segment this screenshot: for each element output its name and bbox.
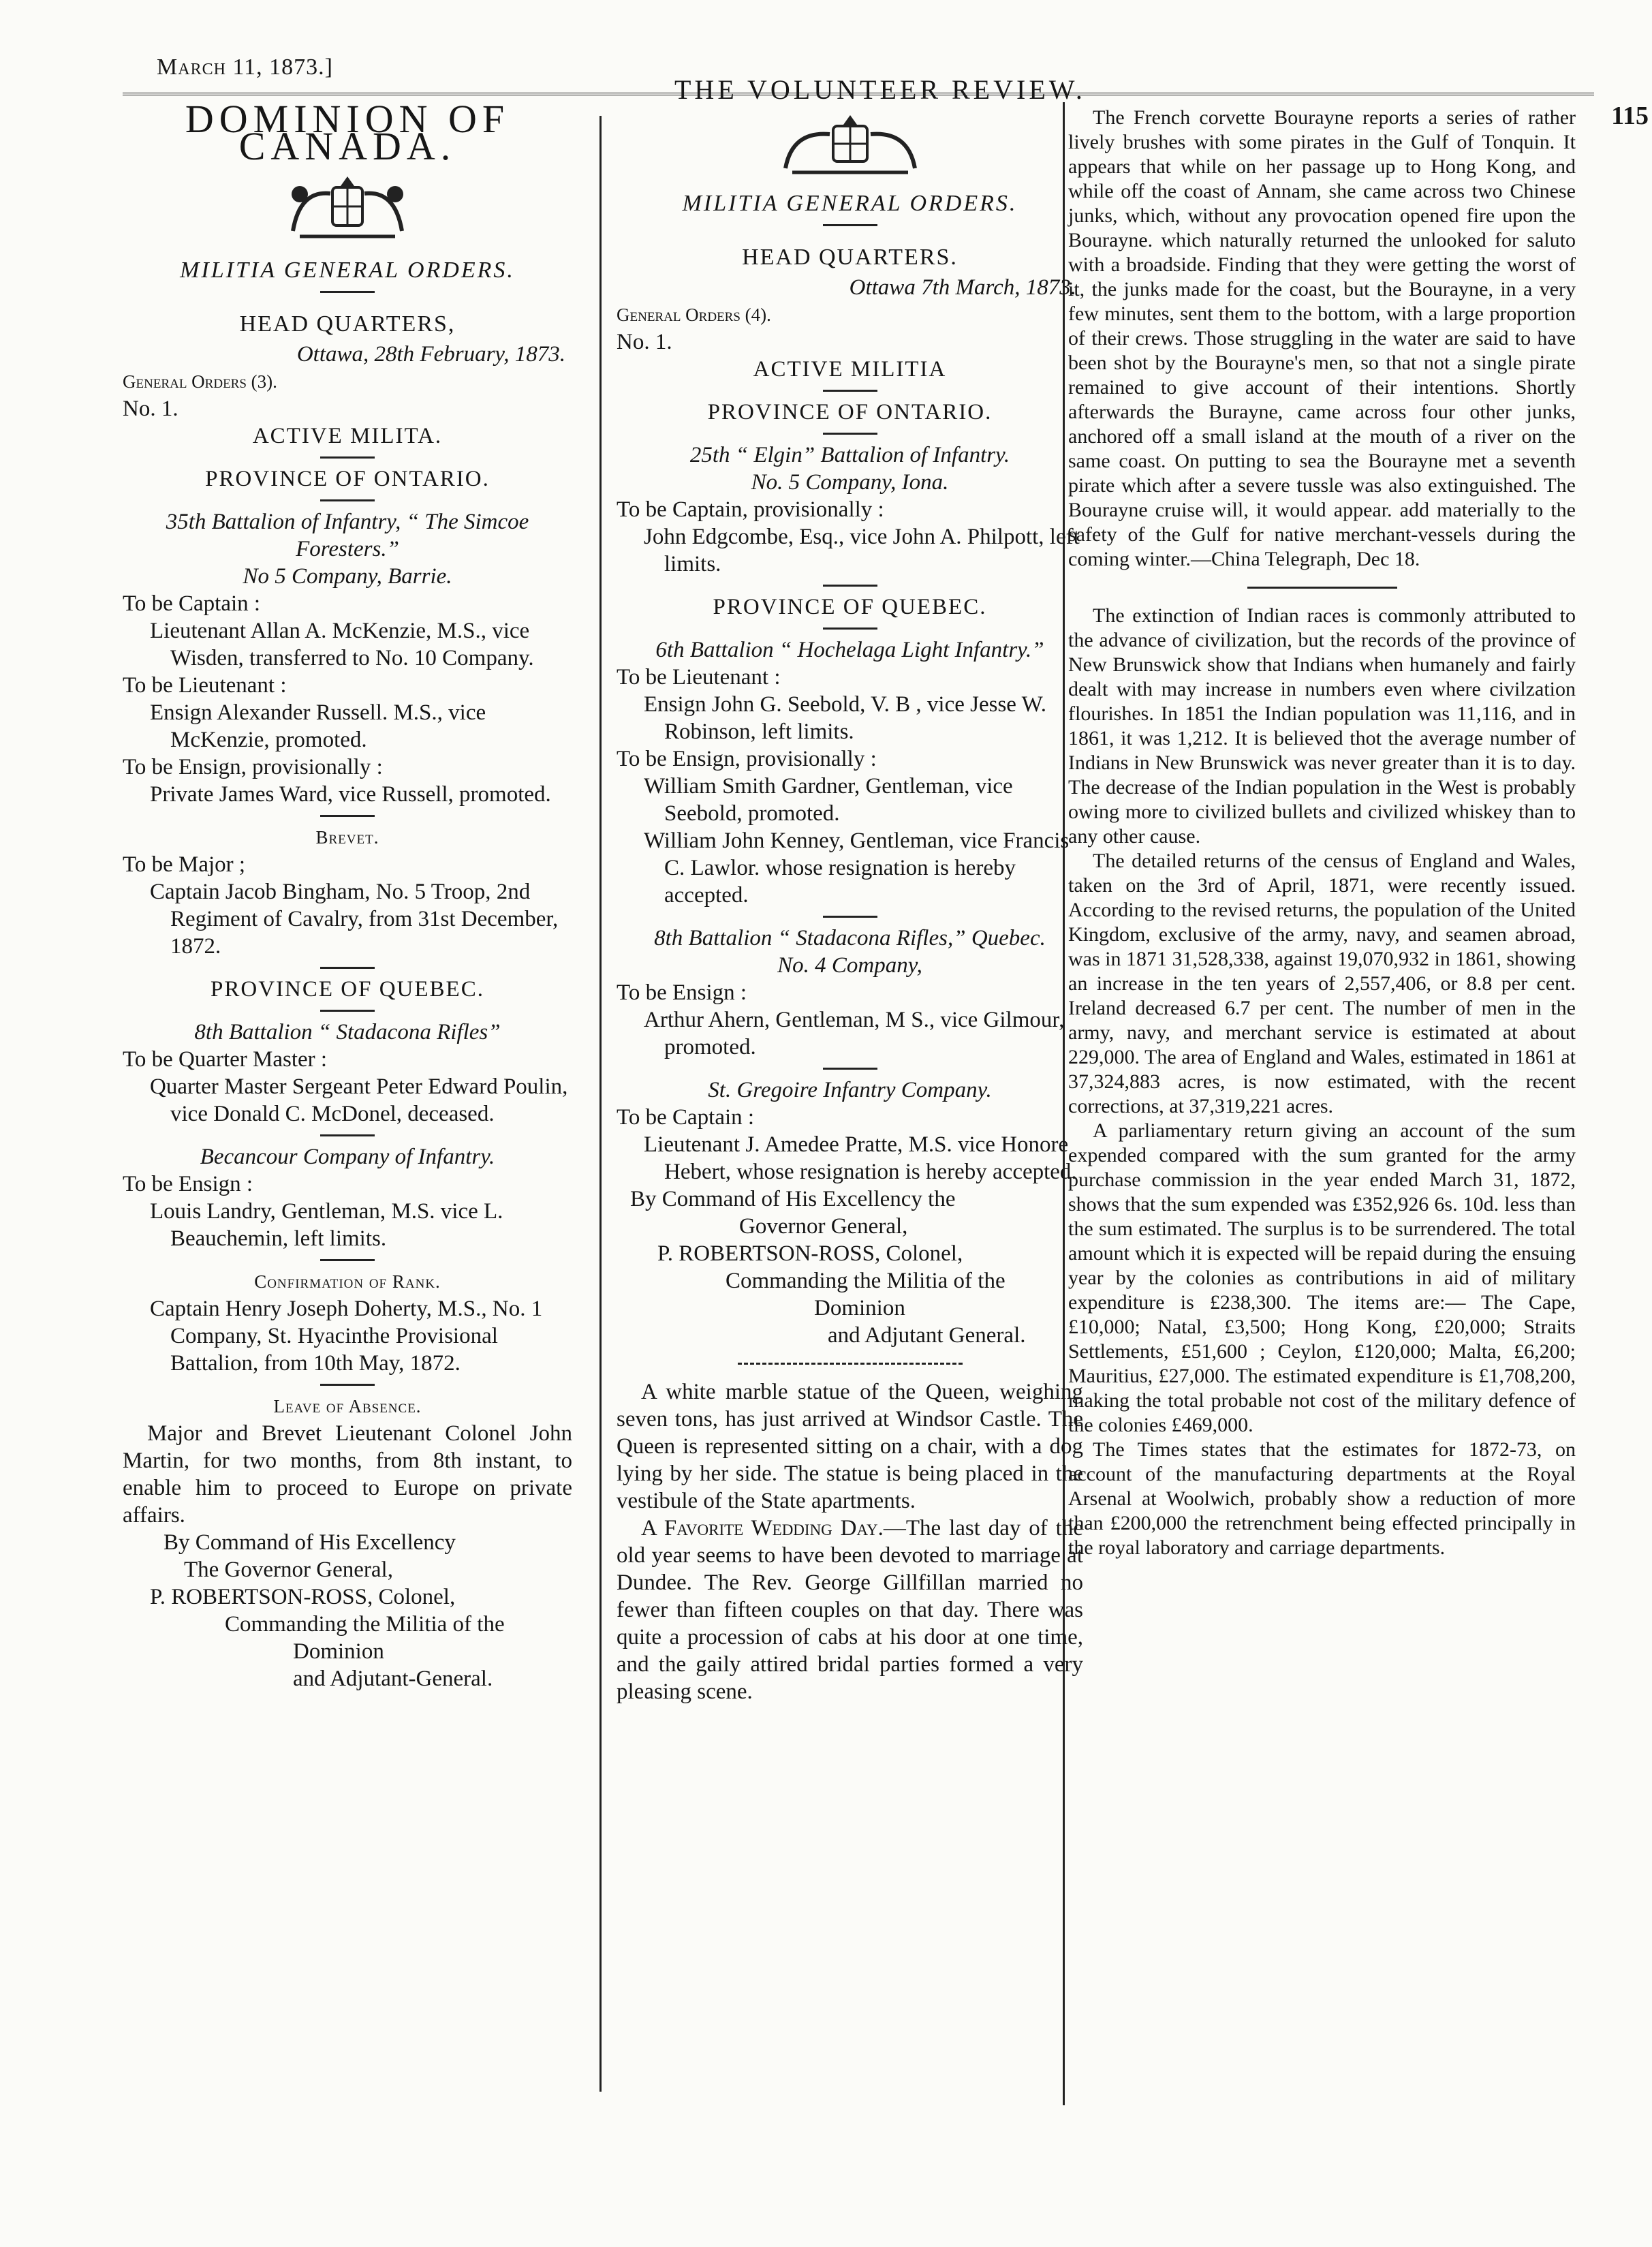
- appointment-heading: To be Ensign :: [123, 1172, 253, 1196]
- appointment-text: Ensign Alexander Russell. M.S., vice McKenzie, promoted.: [150, 700, 486, 752]
- wedding-text: —The last day of the old year seems to have been devoted to marriage at Dundee. The Rev. George Gillfillan married no fewer than fifteen couples on that day. There was quite a procession of cabs at his door at one time, and the gaily attired bridal parties formed a very pleasing scene.: [617, 1516, 1083, 1704]
- times-estimates-article: The Times states that the estimates for 1872-73, on account of the manufacturing departments at the Royal Arsenal at Woolwich, probably show a reduction of more than £200,000 the retrenchment being effected principally in the royal laboratory and carriage departments.: [1068, 1438, 1576, 1559]
- province-heading: PROVINCE OF ONTARIO.: [205, 467, 490, 491]
- appointment-text: John Edgcombe, Esq., vice John A. Philpott, left limits.: [644, 525, 1080, 576]
- brevet-heading: Brevet.: [315, 827, 379, 848]
- battalion-heading: 35th Battalion of Infantry, “ The Simcoe Foresters.”: [166, 510, 529, 561]
- census-article: The detailed returns of the census of England and Wales, taken on the 3rd of April, 1871, were recently issued. According to the revised returns, the population of the United Kingdom, exclusive of the army, navy, and seamen abroad, was in 1871 31,528,338, against 19,070,932 in 1861, showing an increase in the ten years of 2,557,406, or 8.8 per cent. Ireland decreased 6.7 per cent. The number of men in the army, navy, and merchant service is estimated at about 229,000. The area of England and Wales, estimated in 1861 at 37,324,883 acres, is now estimated, with the recent corrections, at 37,319,221 acres.: [1068, 850, 1576, 1117]
- company-heading: St. Gregoire Infantry Company.: [708, 1078, 992, 1102]
- column-3: [1068, 106, 1576, 1560]
- appointment-text: Lieutenant Allan A. McKenzie, M.S., vice Wisden, transferred to No. 10 Company.: [150, 619, 534, 670]
- appointment-text: Louis Landry, Gentleman, M.S. vice L. Beauchemin, left limits.: [150, 1199, 503, 1251]
- page-number: 115: [1611, 102, 1649, 130]
- rule: [320, 456, 375, 459]
- rule: [320, 1010, 375, 1012]
- orders-title: MILITIA GENERAL ORDERS.: [682, 191, 1018, 216]
- column-1: [123, 97, 572, 1692]
- rule: [823, 585, 877, 587]
- active-militia-heading: ACTIVE MILITIA: [753, 357, 947, 382]
- signature-line: Commanding the Militia of the: [726, 1269, 1006, 1293]
- appointment-text: Private James Ward, vice Russell, promoted.: [150, 782, 551, 807]
- signature-line: By Command of His Excellency: [163, 1530, 456, 1555]
- appointment-text: William John Kenney, Gentleman, vice Francis C. Lawlor. whose resignation is hereby accepted.: [644, 828, 1070, 908]
- appointment-heading: To be Lieutenant :: [617, 665, 781, 689]
- appointment-heading: To be Ensign, provisionally :: [617, 747, 877, 771]
- signature-line: By Command of His Excellency the: [630, 1187, 956, 1211]
- appointment-text: Quarter Master Sergeant Peter Edward Poulin, vice Donald C. McDonel, deceased.: [150, 1074, 568, 1126]
- rule: [320, 967, 375, 969]
- issue-date: March 11, 1873.]: [157, 55, 333, 80]
- dateline: Ottawa 7th March, 1873.: [849, 275, 1076, 300]
- appointment-heading: To be Major ;: [123, 852, 246, 877]
- rule: [320, 499, 375, 501]
- indian-races-article: The extinction of Indian races is commonly attributed to the advance of civilization, but the records of the province of New Brunswick show that Indians when humanely and fairly dealt with may increase in numbers even where civilzation flourishes. In 1851 the Indian population was 11,116, and in 1861, it was 1,212. It is believed thot the average number of Indians in New Brunswick was never greater than it is to day. The decrease of the Indian population in the West is probably owing more to civilized bullets and civilized whiskey than to any other cause.: [1068, 604, 1576, 848]
- company-heading: No. 5 Company, Iona.: [751, 470, 949, 495]
- appointment-text: Captain Jacob Bingham, No. 5 Troop, 2nd Regiment of Cavalry, from 31st December, 1872.: [150, 880, 559, 959]
- dateline: Ottawa, 28th February, 1873.: [296, 342, 565, 367]
- rule: [823, 224, 877, 226]
- company-heading: No 5 Company, Barrie.: [243, 564, 452, 589]
- confirmation-text: Captain Henry Joseph Doherty, M.S., No. 1 Company, St. Hyacinthe Provisional Battalion, from 10th May, 1872.: [150, 1297, 543, 1376]
- company-heading: Becancour Company of Infantry.: [200, 1145, 495, 1169]
- appointment-heading: To be Quarter Master :: [123, 1047, 328, 1072]
- statue-article: A white marble statue of the Queen, weighing seven tons, has just arrived at Windsor Castle. The Queen is represented sitting on a chair, with a dog lying by her side. The statue is being placed in the vestibule of the State apartments.: [617, 1380, 1083, 1513]
- appointment-text: Arthur Ahern, Gentleman, M S., vice Gilmour, promoted.: [644, 1008, 1065, 1059]
- parliamentary-return-article: A parliamentary return giving an account of the sum expended compared with the sum granted for the army purchase commission in the year ended March 31, 1872, shows that the sum expended was £352,926 6s. 10d. less than the sum estimated. The surplus is to be surrendered. The total amount which it is expected will be repaid during the ensuing year by the colonies as contributions in aid of military expenditure is £238,300. The items are:— The Cape, £10,000; Natal, £3,500; Hong Kong, £20,000; Straits Settlements, £51,600 ; Ceylon, £120,000; Malta, £6,200; Mauritius, £27,000. The estimated expenditure is £1,708,200, making the total probable not cost of the military defence of the colonies £469,000.: [1068, 1119, 1576, 1436]
- appointment-heading: To be Captain, provisionally :: [617, 497, 884, 522]
- rule: [320, 1259, 375, 1261]
- order-number: No. 1.: [123, 397, 178, 421]
- signature-line: Commanding the Militia of the: [225, 1612, 505, 1637]
- battalion-heading: 6th Battalion “ Hochelaga Light Infantry.”: [655, 638, 1044, 662]
- signature-line: Dominion: [293, 1639, 384, 1664]
- order-number: No. 1.: [617, 330, 672, 354]
- general-orders-number: General Orders (3).: [123, 371, 277, 392]
- confirmation-heading: Confirmation of Rank.: [254, 1271, 441, 1292]
- rule: [320, 1384, 375, 1386]
- rule: [738, 1363, 963, 1365]
- running-head: [157, 48, 1649, 130]
- appointment-text: William Smith Gardner, Gentleman, vice Seebold, promoted.: [644, 774, 1013, 826]
- appointment-heading: To be Captain :: [617, 1105, 755, 1130]
- signature-line: The Governor General,: [184, 1558, 393, 1582]
- appointment-text: Lieutenant J. Amedee Pratte, M.S. vice Honore Hebert, whose resignation is hereby accepted.: [644, 1132, 1077, 1184]
- signature-name: P. ROBERTSON-ROSS, Colonel,: [150, 1585, 456, 1609]
- appointment-text: Ensign John G. Seebold, V. B , vice Jesse W. Robinson, left limits.: [644, 692, 1046, 744]
- rule: [823, 1068, 877, 1070]
- leave-text: Major and Brevet Lieutenant Colonel John Martin, for two months, from 8th instant, to enable him to proceed to Europe on private affairs.: [123, 1421, 572, 1528]
- leave-heading: Leave of Absence.: [273, 1396, 422, 1416]
- rule: [320, 1134, 375, 1136]
- signature-line: Governor General,: [739, 1214, 908, 1239]
- signature-name: P. ROBERTSON-ROSS, Colonel,: [657, 1241, 963, 1266]
- rule: [320, 815, 375, 817]
- appointment-heading: To be Ensign :: [617, 980, 747, 1005]
- head-quarters: HEAD QUARTERS,: [239, 311, 456, 337]
- rule: [823, 390, 877, 392]
- signature-line: Dominion: [814, 1296, 905, 1320]
- column-2: [617, 106, 1083, 1705]
- journal-title: THE VOLUNTEER REVIEW.: [674, 74, 1086, 105]
- header-rule: [123, 93, 1594, 95]
- dominion-banner: DOMINION OF CANADA.: [185, 97, 510, 168]
- appointment-heading: To be Lieutenant :: [123, 673, 287, 698]
- head-quarters: HEAD QUARTERS.: [742, 245, 958, 270]
- province-heading: PROVINCE OF QUEBEC.: [713, 595, 987, 619]
- signature-line: and Adjutant General.: [828, 1323, 1026, 1348]
- rule: [320, 291, 375, 293]
- rule: [823, 433, 877, 435]
- province-heading: PROVINCE OF QUEBEC.: [211, 977, 484, 1002]
- appointment-heading: To be Captain :: [123, 591, 261, 616]
- bourayne-article: The French corvette Bourayne reports a series of rather lively brushes with some pirates in the Gulf of Tonquin. It appears that while on her passage up to Hong Kong, and while off the coast of Annam, she came across two Chinese junks, which, without any provocation opened fire upon the Bourayne. which naturally returned the unlooked for saluto with a broadside. Finding that they were getting the worst of it, the junks made for the coast, but the Bourayne, in a very few minutes, sent them to the bottom, with a large proportion of their crews. Those struggling in the water are said to have been shot by the Bourayne's men, so that not a single pirate remained to give account of their intentions. Shortly afterwards the Burayne, came across four other junks, anchored off a small island at the mouth of a river on the same coast. On putting to sea the Bourayne met a seventh pirate which after a severe tussle was also extinguished. The Bourayne cruise will, it would appear. add materially to the safety of the Gulf for native merchant-vessels during the coming winter.—China Telegraph, Dec 18.: [1068, 106, 1576, 570]
- active-militia-heading: ACTIVE MILITA.: [252, 424, 443, 448]
- column-divider-left: [599, 116, 602, 2092]
- rule: [823, 627, 877, 630]
- royal-crest-icon: [765, 110, 935, 178]
- battalion-heading: 8th Battalion “ Stadacona Rifles”: [194, 1020, 501, 1044]
- company-heading: No. 4 Company,: [777, 953, 922, 978]
- rule: [823, 916, 877, 918]
- orders-title: MILITIA GENERAL ORDERS.: [180, 258, 515, 283]
- signature-line: and Adjutant-General.: [293, 1667, 493, 1691]
- rule: [1247, 587, 1397, 589]
- wedding-article: [617, 1515, 1083, 1705]
- battalion-heading: 25th “ Elgin” Battalion of Infantry.: [689, 443, 1010, 467]
- general-orders-number: General Orders (4).: [617, 305, 771, 325]
- province-heading: PROVINCE OF ONTARIO.: [707, 400, 993, 424]
- battalion-heading: 8th Battalion “ Stadacona Rifles,” Quebec.: [654, 926, 1046, 950]
- appointment-heading: To be Ensign, provisionally :: [123, 755, 383, 779]
- wedding-lead: A Favorite Wedding Day.: [641, 1516, 884, 1540]
- royal-crest-icon: [272, 170, 422, 245]
